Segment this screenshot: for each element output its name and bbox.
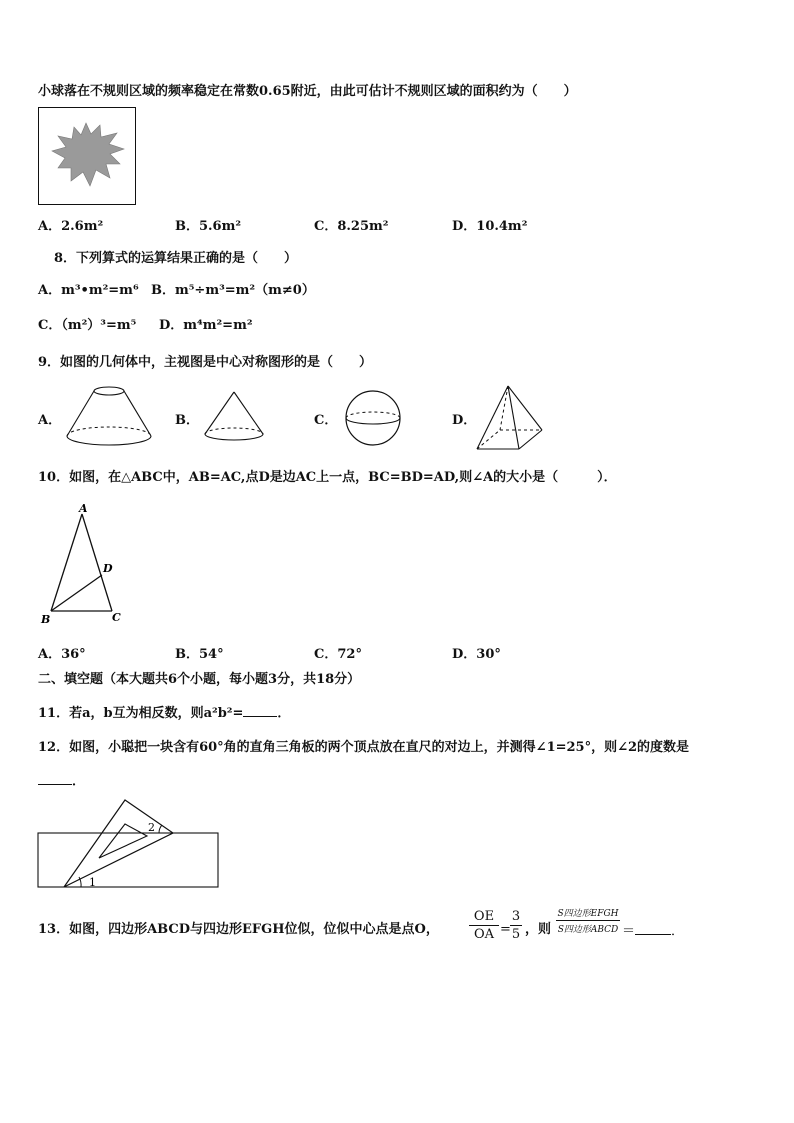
q9-option-b: B． <box>175 413 199 428</box>
q8-option-a: A．m³•m²=m⁶ <box>38 283 139 298</box>
q10-option-d: D．30° <box>452 647 501 662</box>
q7-option-a: A．2.6m² <box>38 219 104 234</box>
q10-option-b: B．54° <box>175 647 224 662</box>
q12-stem: 12．如图，小聪把一块含有60°角的直角三角板的两个顶点放在直尺的对边上，并测得∠1=25°，则∠2的度数是 <box>38 740 690 755</box>
vertex-a-label: A <box>79 502 88 515</box>
q13-stem: 13．如图，四边形ABCD与四边形EFGH位似，位似中心点是点O， <box>38 922 439 937</box>
q12-end: ． <box>72 774 86 789</box>
q13-line-end <box>622 922 684 940</box>
ruler-triangle-figure <box>37 798 222 890</box>
q7-option-b: B．5.6m² <box>175 219 242 234</box>
vertex-c-label: C <box>112 611 121 624</box>
q13-fraction-3-5 <box>510 909 522 942</box>
q11-stem: 11．若a，b互为相反数，则a²b²= <box>38 706 244 721</box>
vertex-d-label: D <box>103 562 113 575</box>
q7-option-d: D．10.4m² <box>452 219 528 234</box>
frac1-denominator: OA <box>473 927 495 942</box>
q7-option-c: C．8.25m² <box>314 219 389 234</box>
q8-option-b: B．m⁵÷m³=m²（m≠0） <box>151 283 315 298</box>
q9-option-a: A． <box>38 413 62 428</box>
q10-stem: 10．如图，在△ABC中，AB=AC,点D是边AC上一点，BC=BD=AD,则∠A的大小是（ ）． <box>38 470 617 485</box>
frac2-numerator: 3 <box>511 909 521 924</box>
frac3-denominator: S四边形ABCD <box>557 925 619 935</box>
angle-1-label: 1 <box>89 876 96 889</box>
q13-equals: = <box>500 922 511 937</box>
triangle-abc-figure <box>38 500 128 628</box>
q11-end: ． <box>277 706 291 721</box>
q7-stem: 小球落在不规则区域的频率稳定在常数0.65附近，由此可估计不规则区域的面积约为（ ） <box>38 84 577 99</box>
q13-equals-2: ＝ <box>622 924 636 939</box>
q13-then: ，则 <box>525 922 552 937</box>
q13-fraction-oe-oa <box>469 909 499 942</box>
q7-figure <box>38 107 136 205</box>
sphere-figure <box>343 388 403 448</box>
frac2-denominator: 5 <box>511 927 521 942</box>
q12-answer-blank <box>38 772 72 785</box>
cone-figure <box>202 390 266 444</box>
q11-answer-blank <box>243 704 277 717</box>
q8-stem: 8．下列算式的运算结果正确的是（ ） <box>54 251 298 266</box>
angle-2-label: 2 <box>148 821 155 834</box>
q8-option-d: D．m⁴m²=m² <box>159 318 253 333</box>
section2-heading: 二、填空题（本大题共6个小题，每小题3分，共18分） <box>38 672 361 687</box>
q12-blank-line <box>38 772 85 790</box>
q13-area-ratio <box>556 906 620 935</box>
q8-option-c: C．（m²）³=m⁵ <box>38 318 137 333</box>
q13-answer-blank <box>635 922 671 935</box>
frac1-numerator: OE <box>473 909 495 924</box>
vertex-b-label: B <box>41 613 51 626</box>
q9-stem: 9．如图的几何体中，主视图是中心对称图形的是（ ） <box>38 355 373 370</box>
frustum-figure <box>64 384 154 448</box>
q10-option-c: C．72° <box>314 647 362 662</box>
q9-option-c: C． <box>314 413 338 428</box>
q9-option-d: D． <box>452 413 477 428</box>
q11-line <box>38 704 290 722</box>
pyramid-figure <box>474 383 544 453</box>
q10-option-a: A．36° <box>38 647 86 662</box>
q13-end: ． <box>671 924 685 939</box>
frac3-numerator: S四边形EFGH <box>557 909 619 919</box>
